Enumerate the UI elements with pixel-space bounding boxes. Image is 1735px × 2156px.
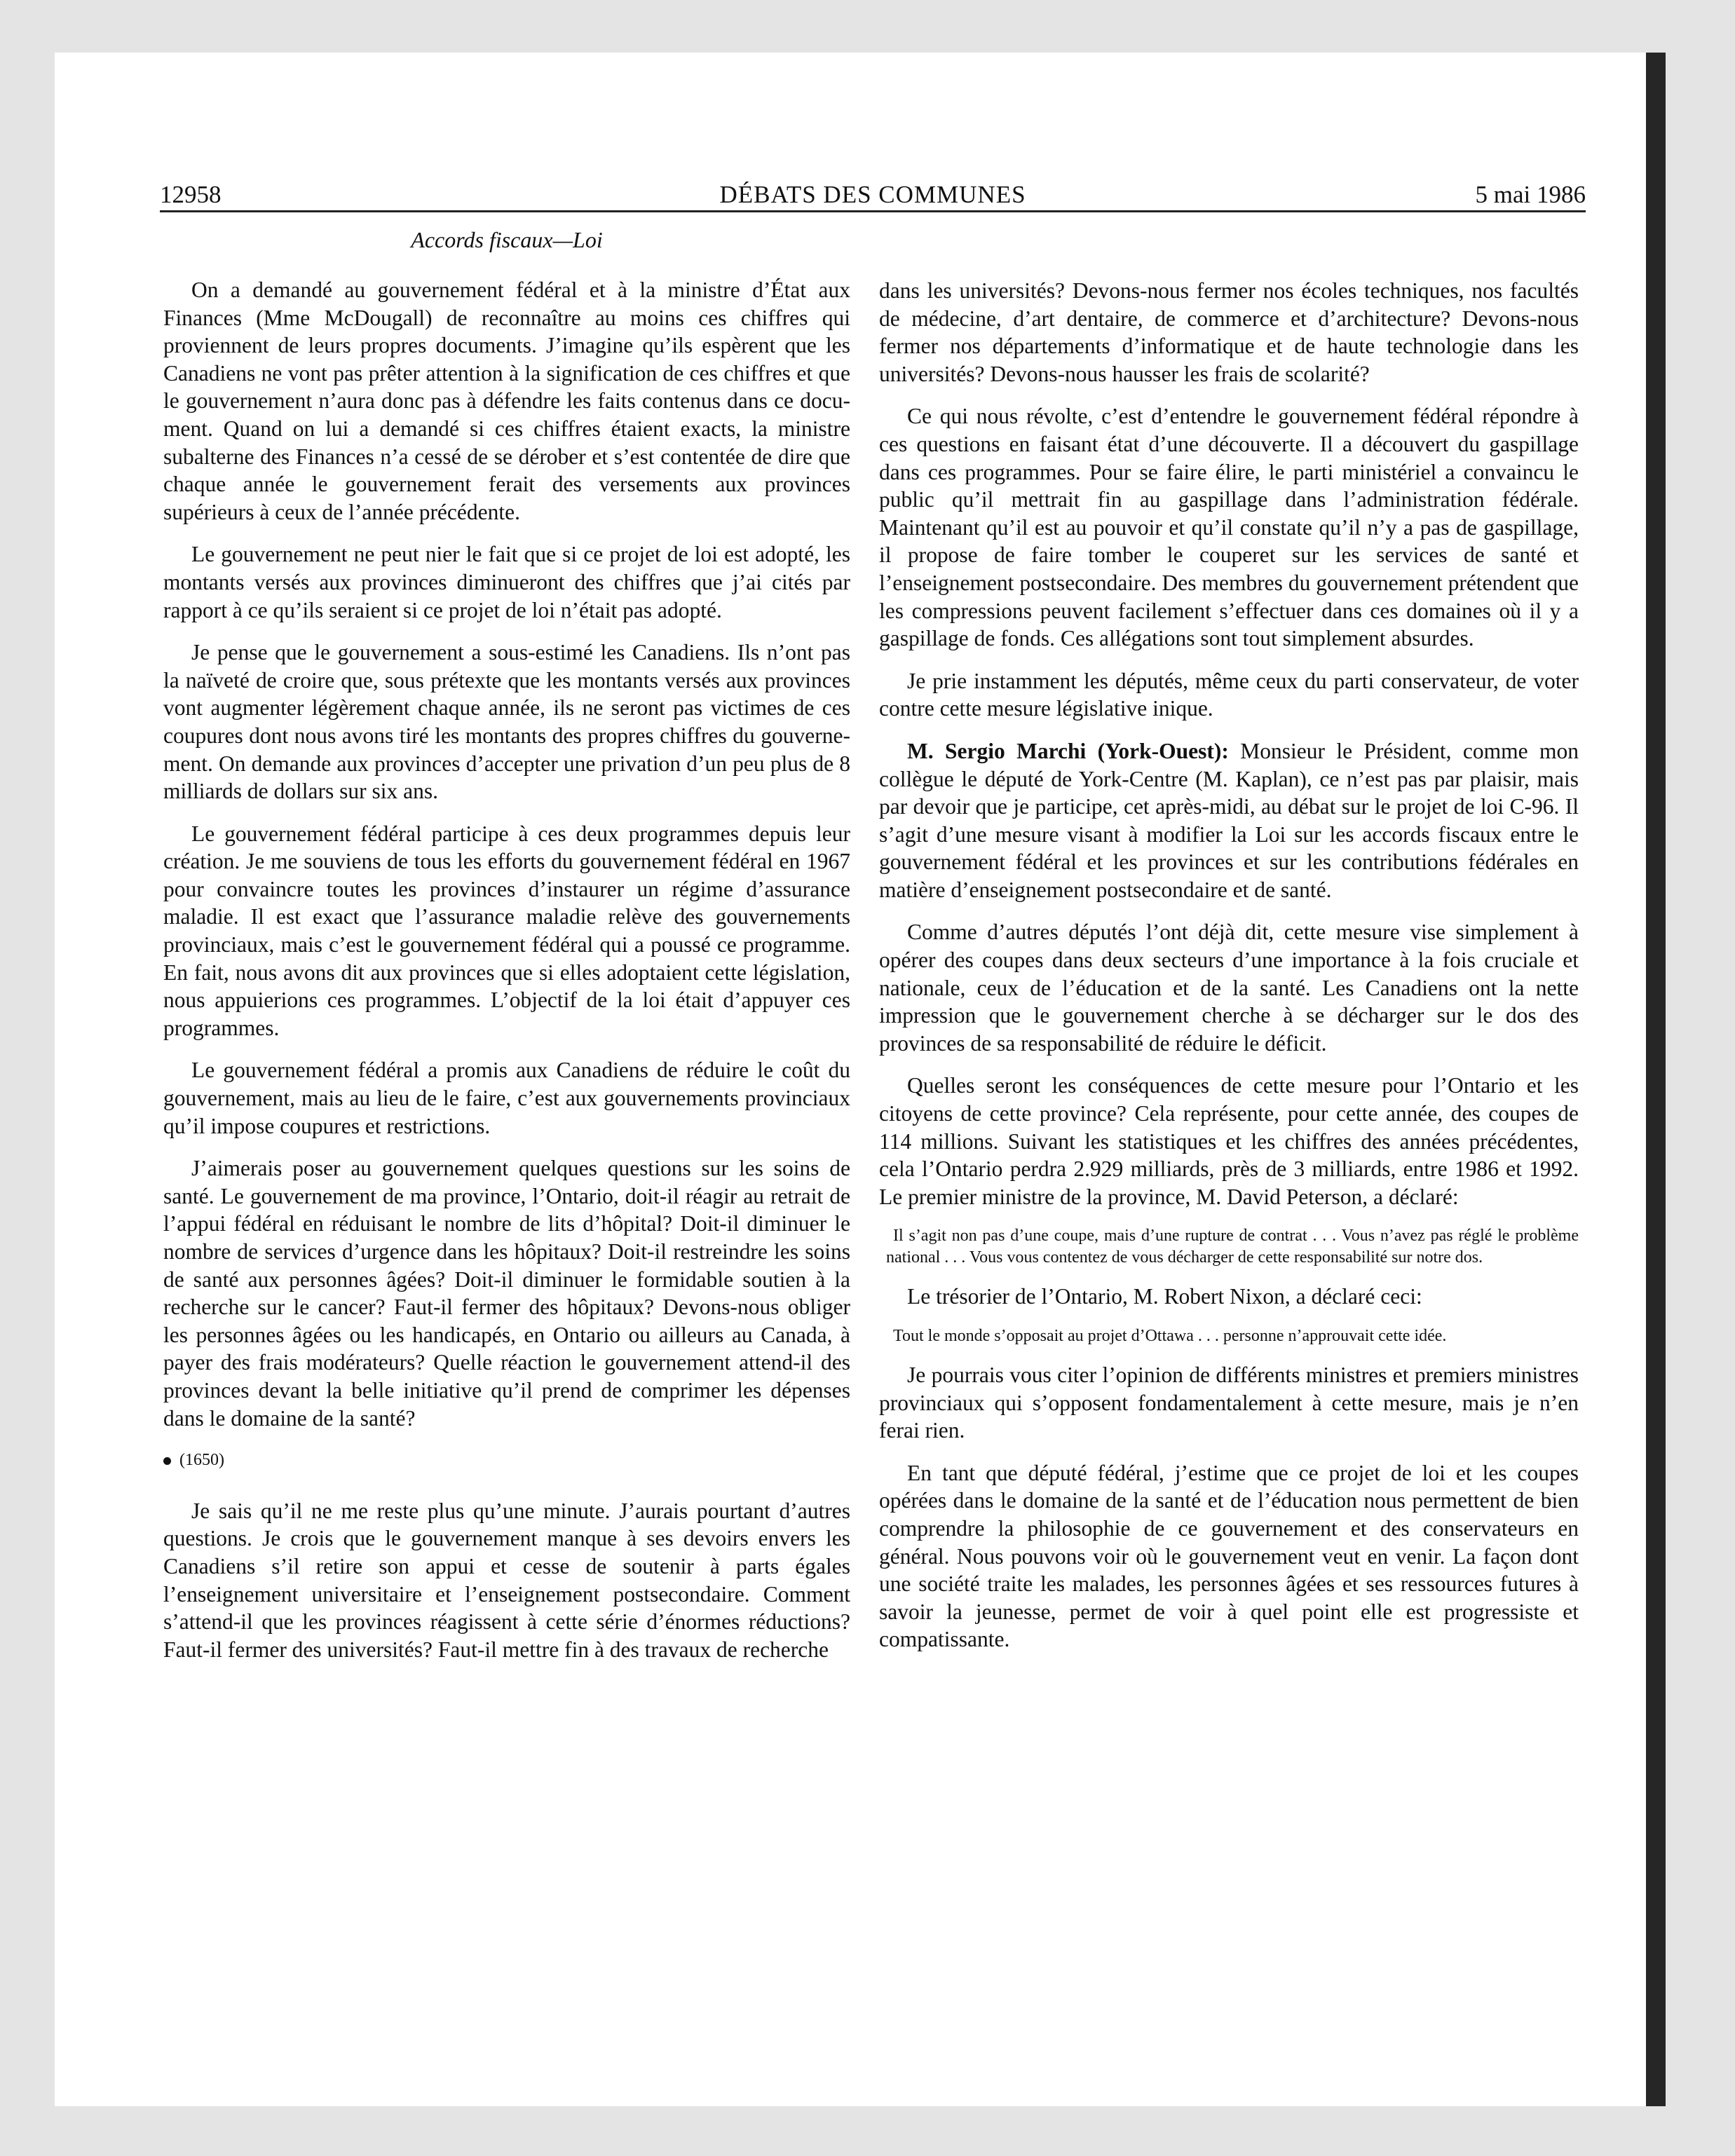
paragraph: Comme d’autres députés l’ont déjà dit, cette mesure vise simplement à opérer des coupes dans deux secteurs d’une importance à la fois cruciale et nationale, ceux de l’éducation et de la santé. Les Canadiens ont la nette impression que le gouvernement cherche à se décharger sur le dos des provinces de sa responsabilité de réduire le déficit. xyxy=(879,920,1579,1056)
paragraph: Je pourrais vous citer l’opinion de différents ministres et premiers ministres provinciaux qui s’opposent fondamentalement à cette mesure, mais je n’en ferai rien. xyxy=(879,1363,1579,1443)
paragraph: Le trésorier de l’Ontario, M. Robert Nixon, a déclaré ceci: xyxy=(907,1284,1422,1309)
paragraph: J’aimerais poser au gouvernement quelques questions sur les soins de santé. Le gouvernement de ma province, l’Ontario, doit-il réagir au retrait de l’appui fédéral en réduisant le nombre de lits d’hôpital? Doit-il diminuer le nombre de services d’urgence dans les hôpitaux? Doit-il restreindre les soins de santé aux personnes âgées? Doit-il diminuer le formidable soutien à la recherche sur le cancer? Faut-il fermer des hôpitaux? Devons-nous obliger les personnes âgées ou les handicapés, en Ontario ou ailleurs au Canada, à payer des frais modérateurs? Quelle réaction le gouvernement attend-il des provinces devant la belle initiative qu’il prend de comprimer les dépenses dans le domaine de la santé? xyxy=(163,1156,850,1431)
right-column xyxy=(879,277,1579,1668)
paragraph: Je pense que le gouvernement a sous-estimé les Canadiens. Ils n’ont pas la naïveté de croire que, sous prétexte que les montants versés aux provinces vont augmenter légèrement chaque année, ils ne seront pas victimes de ces coupures dont nous avons tiré les montants des propres chiffres du gouvernement. On demande aux provinces d’accepter une privation d’un peu plus de 8 milliards de dollars sur six ans. xyxy=(163,640,850,804)
block-quote: Il s’agit non pas d’une coupe, mais d’une rupture de contrat . . . Vous n’avez pas réglé le problème national . . . Vous vous contentez de vous décharger de cette responsabilité sur notre dos. xyxy=(886,1227,1579,1267)
paragraph: Je prie instamment les députés, même ceux du parti conservateur, de voter contre cette mesure législative inique. xyxy=(879,668,1579,721)
paragraph: Je sais qu’il ne me reste plus qu’une minute. J’aurais pourtant d’autres questions. Je crois que le gouvernement manque à ses devoirs envers les Canadiens s’il retire son appui et cesse de soutenir à parts égales l’enseignement universitaire et l’enseignement postsecondaire. Comment s’attend-il que les provinces réagissent à cette série d’énormes réductions? Faut-il fermer des universités? Faut-il mettre fin à des travaux de recherche xyxy=(163,1498,850,1662)
publication-title: DÉBATS DES COMMUNES xyxy=(719,181,1026,208)
paragraph: Le gouvernement ne peut nier le fait que si ce projet de loi est adopté, les montants versés aux provinces diminueront des chiffres que j’ai cités par rapport à ce qu’ils seraient si ce projet de loi n’était pas adopté. xyxy=(163,542,850,622)
paragraph: dans les universités? Devons-nous fermer nos écoles techniques, nos facultés de médecine, d’art dentaire, de commerce et d’architecture? Devons-nous fermer nos départements d’informatique et de haute technologie dans les universités? Devons-nous hausser les frais de scolarité? xyxy=(879,278,1579,386)
time-marker-label: (1650) xyxy=(179,1451,224,1470)
bullet-icon xyxy=(163,1457,171,1465)
paragraph: Ce qui nous révolte, c’est d’entendre le gouvernement fédéral répondre à ces questions en faisant état d’une découverte. Il a découvert du gaspillage dans ces programmes. Pour se faire élire, le parti ministériel a convaincu le public qu’il mettrait fin au gaspillage dans l’administration fédérale. Maintenant qu’il est au pouvoir et qu’il constate qu’il n’y a pas de gaspillage, il propose de faire tomber le couperet sur les services de santé et l’enseignement postsecondaire. Des membres du gouvernement prétendent que les compressions peuvent facilement s’effectuer dans ces domaines où il y a gaspillage de fonds. Ces allégations sont tout simplement absurdes. xyxy=(879,404,1579,651)
block-quote: Tout le monde s’opposait au projet d’Ottawa . . . personne n’approuvait cette idée. xyxy=(893,1327,1447,1345)
paragraph: Le gouvernement fédéral participe à ces deux programmes depuis leur création. Je me souviens de tous les efforts du gouvernement fédéral en 1967 pour convaincre toutes les provinces d’instaurer un régime d’assurance maladie. Il est exact que l’assurance maladie relève des gouvernements provinciaux, mais c’est le gouvernement fédéral qui a poussé ce programme. En fait, nous avons dit aux provinces que si elles adoptaient cette législation, nous appuierions ces programmes. L’objectif de la loi était d’appuyer ces programmes. xyxy=(163,821,850,1040)
time-marker xyxy=(163,1447,850,1475)
left-column xyxy=(163,226,850,1678)
speaker-text: Monsieur le Président, comme mon collègue le député de York-Centre (M. Kaplan), ce n’est pas par plaisir, mais par devoir que je participe, cet après-midi, au débat sur le projet de loi C-96. Il s’agit d’une mesure visant à modifier la Loi sur les accords fiscaux entre le gouvernement fédéral et les provinces et sur les contributions fédérales en matière d’enseignement postsecondaire et de santé. xyxy=(879,738,1579,902)
paragraph: Quelles seront les conséquences de cette mesure pour l’Ontario et les citoyens de cette province? Cela représente, pour cette année, des coupes de 114 millions. Suivant les statistiques et les chiffres des années précédentes, cela l’Ontario perdra 2.929 milliards, près de 3 milliards, entre 1986 et 1992. Le premier ministre de la province, M. David Peterson, a déclaré: xyxy=(879,1073,1579,1209)
page-number: 12958 xyxy=(160,181,222,208)
paragraph: En tant que député fédéral, j’estime que ce projet de loi et les coupes opérées dans le domaine de la santé et de l’éducation nous permettent de bien comprendre la philosophie de ce gouvernement et des conservateurs en général. Nous pouvons voir où le gouvernement veut en venir. La façon dont une société traite les malades, les personnes âgées et ses ressources futures à savoir la jeunesse, permet de voir à quel point elle est progressiste et compatissante. xyxy=(879,1460,1579,1652)
speaker-paragraph xyxy=(879,737,1579,904)
paragraph: On a demandé au gouvernement fédéral et à la ministre d’État aux Finances (Mme McDougall) de reconnaître au moins ces chiffres qui proviennent de leurs propres documents. J’imagine qu’ils espèrent que les Canadiens ne vont pas prêter attention à la signification de ces chiffres et que le gouvernement n’aura donc pas à défendre les faits contenus dans ce document. Quand on lui a demandé si ces chiffres étaient exacts, la ministre subalterne des Finances n’a cessé de se dérober et s’est contentée de dire que chaque année le gouvernement ferait des versements aux provinces supérieurs à ceux de l’année précédente. xyxy=(163,278,850,524)
page-header xyxy=(160,181,1586,212)
section-subtitle: Accords fiscaux—Loi xyxy=(411,227,603,252)
speaker-name: M. Sergio Marchi (York-Ouest): xyxy=(907,738,1229,763)
paragraph: Le gouvernement fédéral a promis aux Canadiens de réduire le coût du gouvernement, mais au lieu de le faire, c’est aux gouvernements provinciaux qu’il impose coupures et restrictions. xyxy=(163,1058,850,1138)
page-date: 5 mai 1986 xyxy=(1475,181,1586,208)
page-binding-edge xyxy=(1646,53,1666,2106)
